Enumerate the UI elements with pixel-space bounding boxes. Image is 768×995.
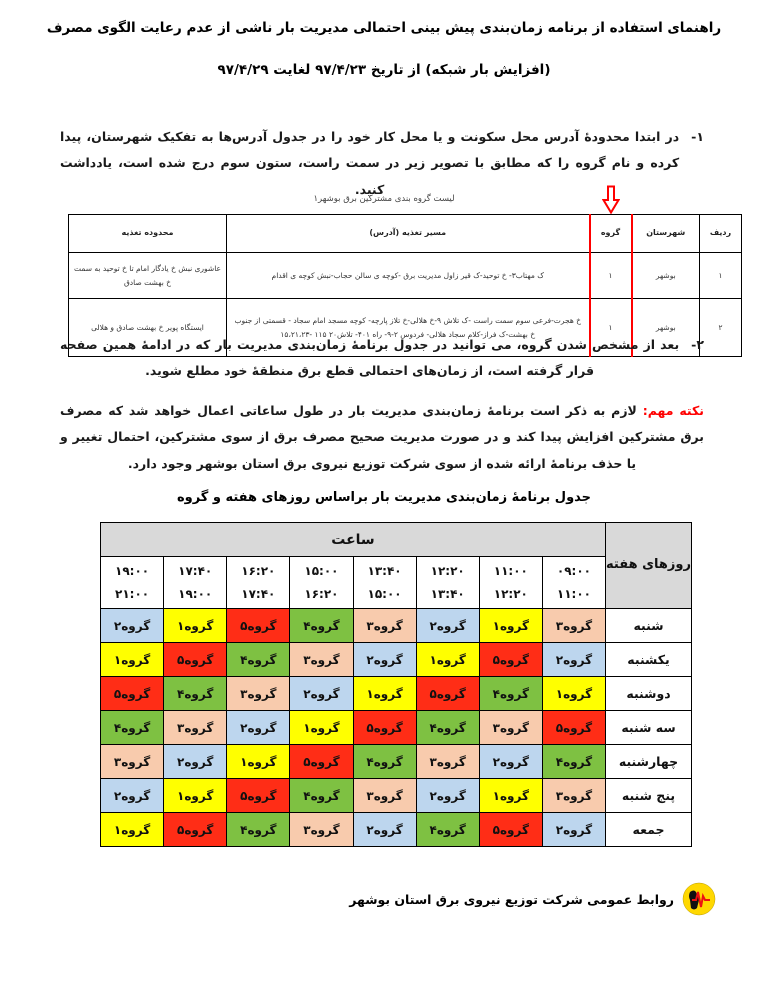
group-cell: گروه۲ <box>101 609 164 643</box>
schedule-day-row <box>101 609 692 643</box>
group-cell: گروه۴ <box>164 677 227 711</box>
schedule-table-title: جدول برنامهٔ زمان‌بندی مدیریت بار براساس روزهای هفته و گروه <box>176 490 592 505</box>
group-cell: گروه۴ <box>479 677 542 711</box>
time-slot-header <box>227 557 290 609</box>
page-title-line2: (افزایش بار شبکه) از تاریخ ۹۷/۴/۲۳ لغایت ۹۷/۴/۲۹ <box>217 62 551 78</box>
group-cell: گروه۱ <box>416 643 479 677</box>
time-start: ۰۹:۰۰ <box>556 563 591 578</box>
group-cell: گروه۴ <box>290 609 353 643</box>
time-start: ۱۲:۲۰ <box>430 563 465 578</box>
item-2-text: بعد از مشخص شدن گروه، می توانید در جدول برنامهٔ زمان‌بندی مدیریت بار که در ادامهٔ همین صفحه قرار گرفته است، از زمان‌های احتمالی قطع برق منطقهٔ خود مطلع شوید. <box>60 337 680 379</box>
day-name-cell: شنبه <box>606 609 692 643</box>
group-cell: گروه۴ <box>227 643 290 677</box>
schedule-day-row <box>101 813 692 847</box>
time-end: ۱۷:۴۰ <box>241 586 276 601</box>
instruction-item-2 <box>60 332 704 385</box>
time-end: ۱۶:۲۰ <box>304 586 339 601</box>
group-cell: گروه۲ <box>542 813 605 847</box>
time-slot-header <box>101 557 164 609</box>
group-cell: گروه۵ <box>164 643 227 677</box>
group-cell: گروه۱ <box>227 745 290 779</box>
time-end: ۱۵:۰۰ <box>367 586 402 601</box>
group-cell: گروه۳ <box>290 813 353 847</box>
footer-text: روابط عمومی شرکت توزیع نیروی برق استان بوشهر <box>349 891 674 907</box>
group-cell: گروه۱ <box>353 677 416 711</box>
day-name-cell: یکشنبه <box>606 643 692 677</box>
group-cell: گروه۴ <box>101 711 164 745</box>
group-cell: گروه۲ <box>290 677 353 711</box>
group-cell: گروه۲ <box>416 779 479 813</box>
time-start: ۱۶:۲۰ <box>241 563 276 578</box>
time-start: ۱۳:۴۰ <box>367 563 402 578</box>
time-slot-header <box>353 557 416 609</box>
note-text: لازم به ذکر است برنامهٔ زمان‌بندی مدیریت بار در طول ساعاتی اعمال خواهد شد که مصرف برق مشترکین افزایش پیدا کند و در صورت مدیریت صحیح مصرف برق از سوی مشترکین، احتمال تغییر و یا حذف برنامهٔ ارائه شده از سوی شرکت توزیع نیروی برق استان بوشهر وجود دارد. <box>60 403 704 471</box>
important-note <box>60 398 704 477</box>
time-slot-header <box>416 557 479 609</box>
group-cell: گروه۲ <box>353 813 416 847</box>
cell-radif: ۲ <box>700 299 742 357</box>
col-header-group: گروه <box>590 215 632 253</box>
schedule-header-row-2 <box>101 557 692 609</box>
group-cell: گروه۲ <box>227 711 290 745</box>
time-start: ۱۱:۰۰ <box>493 563 528 578</box>
col-header-radif: ردیف <box>700 215 742 253</box>
address-table-header-row <box>69 215 742 253</box>
time-slot-header <box>542 557 605 609</box>
group-cell: گروه۲ <box>479 745 542 779</box>
group-cell: گروه۵ <box>479 813 542 847</box>
group-cell: گروه۵ <box>416 677 479 711</box>
time-start: ۱۵:۰۰ <box>304 563 339 578</box>
group-cell: گروه۲ <box>416 609 479 643</box>
time-end: ۱۹:۰۰ <box>178 586 213 601</box>
group-cell: گروه۵ <box>227 609 290 643</box>
group-cell: گروه۳ <box>542 779 605 813</box>
time-end: ۲۱:۰۰ <box>115 586 150 601</box>
note-label: نکته مهم: <box>642 403 704 418</box>
cell-area: ایستگاه پویر خ بهشت صادق و هلالی <box>69 299 227 357</box>
day-name-cell: دوشنبه <box>606 677 692 711</box>
day-name-cell: پنج شنبه <box>606 779 692 813</box>
group-cell: گروه۵ <box>353 711 416 745</box>
time-slot-header <box>290 557 353 609</box>
group-column-arrow-icon <box>602 185 620 214</box>
page-title-line1: راهنمای استفاده از برنامه زمان‌بندی پیش بینی احتمالی مدیریت بار ناشی از عدم رعایت الگوی مصرف <box>46 20 722 36</box>
group-cell: گروه۱ <box>479 779 542 813</box>
cell-address: خ هجرت-فرعی سوم سمت راست -ک تلاش ۹-خ هلالی-خ تلاز پارچه- کوچه مسجد امام سجاد - قسمتی از جنوب خ بهشت-ک فراز-کلام سجاد هلالی- فردوس ۲-۹- راه ۴۰۱- تلاش۲۰ ۱۱۵ -۱۵،۲۱،۲۳ <box>227 299 590 357</box>
group-cell: گروه۱ <box>164 609 227 643</box>
hour-header: ساعت <box>101 523 606 557</box>
item-1-number: ۱- <box>691 129 704 144</box>
group-cell: گروه۵ <box>479 643 542 677</box>
cell-address: ک مهتاب۳- خ توحید-ک قیر زاول مدیریت برق -کوچه ی سالن حجاب-نبش کوچه ی اقدام <box>227 253 590 299</box>
group-cell: گروه۳ <box>290 643 353 677</box>
cell-group: ۱ <box>590 253 632 299</box>
group-cell: گروه۵ <box>101 677 164 711</box>
group-cell: گروه۳ <box>542 609 605 643</box>
group-cell: گروه۲ <box>164 745 227 779</box>
cell-city: بوشهر <box>632 253 700 299</box>
day-name-cell: جمعه <box>606 813 692 847</box>
item-1-text: در ابتدا محدودهٔ آدرس محل سکونت و یا محل کار خود را در جدول آدرس‌ها به تفکیک شهرستان، پیدا کرده و نام گروه را که مطابق با تصویر زیر در سمت راست، ستون سوم درج شده است، یادداشت کنید. <box>60 129 680 197</box>
day-name-cell: سه شنبه <box>606 711 692 745</box>
schedule-day-row <box>101 677 692 711</box>
schedule-header-row-1 <box>101 523 692 557</box>
time-start: ۱۹:۰۰ <box>115 563 150 578</box>
col-header-city: شهرستان <box>632 215 700 253</box>
group-cell: گروه۵ <box>164 813 227 847</box>
col-header-area: محدوده تغذیه <box>69 215 227 253</box>
schedule-day-row <box>101 779 692 813</box>
group-cell: گروه۲ <box>101 779 164 813</box>
day-name-cell: چهارشنبه <box>606 745 692 779</box>
group-cell: گروه۱ <box>290 711 353 745</box>
group-cell: گروه۴ <box>542 745 605 779</box>
group-cell: گروه۵ <box>290 745 353 779</box>
time-end: ۱۳:۴۰ <box>430 586 465 601</box>
cell-area: عاشوری نبش خ یادگار امام تا خ توحید به سمت خ بهشت صادق <box>69 253 227 299</box>
group-cell: گروه۳ <box>164 711 227 745</box>
page-footer <box>40 882 716 916</box>
group-cell: گروه۴ <box>416 813 479 847</box>
group-cell: گروه۳ <box>101 745 164 779</box>
group-cell: گروه۱ <box>101 643 164 677</box>
cell-radif: ۱ <box>700 253 742 299</box>
item-2-number: ۲- <box>691 337 704 352</box>
address-table-caption: لیست گروه بندی مشترکین برق بوشهر۱ <box>313 194 455 204</box>
time-end: ۱۱:۰۰ <box>556 586 591 601</box>
group-cell: گروه۳ <box>479 711 542 745</box>
group-cell: گروه۲ <box>353 643 416 677</box>
schedule-day-row <box>101 745 692 779</box>
cell-group: ۱ <box>590 299 632 357</box>
address-table-row <box>69 253 742 299</box>
time-slot-header <box>479 557 542 609</box>
time-end: ۱۲:۲۰ <box>493 586 528 601</box>
group-cell: گروه۵ <box>227 779 290 813</box>
schedule-day-row <box>101 711 692 745</box>
group-cell: گروه۲ <box>542 643 605 677</box>
schedule-table <box>100 522 692 847</box>
company-logo <box>682 882 716 916</box>
group-cell: گروه۴ <box>227 813 290 847</box>
time-start: ۱۷:۴۰ <box>178 563 213 578</box>
group-cell: گروه۵ <box>542 711 605 745</box>
group-cell: گروه۱ <box>164 779 227 813</box>
group-cell: گروه۳ <box>416 745 479 779</box>
schedule-day-row <box>101 643 692 677</box>
group-cell: گروه۳ <box>353 779 416 813</box>
group-cell: گروه۴ <box>290 779 353 813</box>
col-header-address: مسیر تغذیه (آدرس) <box>227 215 590 253</box>
days-of-week-header: روزهای هفته <box>606 523 692 609</box>
group-cell: گروه۱ <box>101 813 164 847</box>
group-cell: گروه۱ <box>479 609 542 643</box>
schedule-table-container <box>100 522 692 847</box>
group-cell: گروه۴ <box>416 711 479 745</box>
group-cell: گروه۳ <box>227 677 290 711</box>
group-cell: گروه۴ <box>353 745 416 779</box>
time-slot-header <box>164 557 227 609</box>
group-cell: گروه۳ <box>353 609 416 643</box>
cell-city: بوشهر <box>632 299 700 357</box>
group-cell: گروه۱ <box>542 677 605 711</box>
